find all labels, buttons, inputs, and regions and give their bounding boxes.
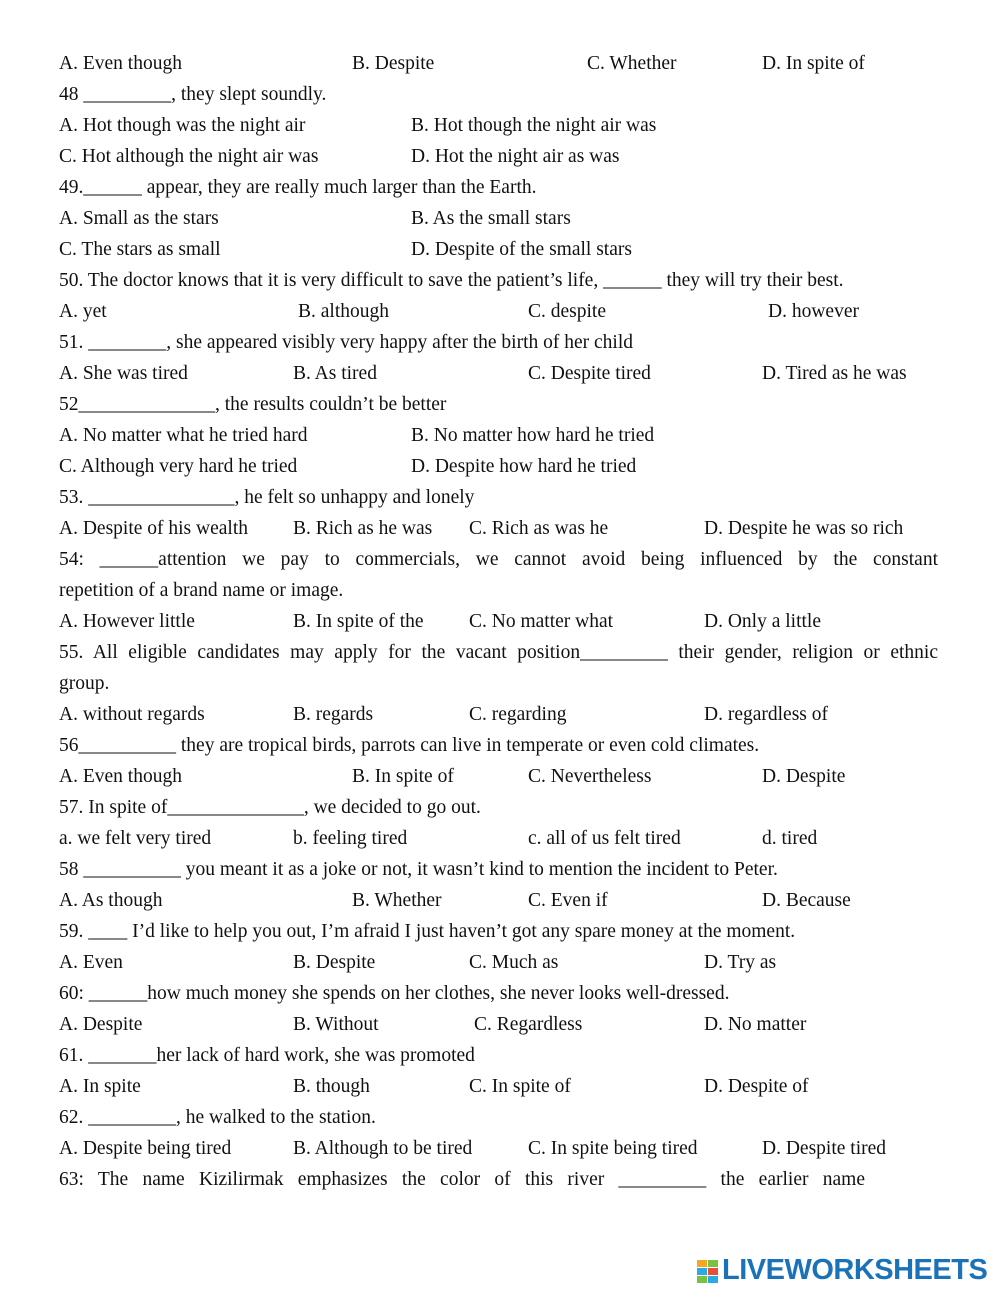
question-55-stem-line1: 55. All eligible candidates may apply for the vacant position_________ their gender, religion or ethnic	[59, 642, 938, 663]
option-c: C. regarding	[469, 704, 567, 725]
question-58-stem: 58 __________ you meant it as a joke or not, it wasn’t kind to mention the incident to Peter.	[59, 859, 778, 880]
question-54-stem-line1: 54: ______attention we pay to commercials, we cannot avoid being influenced by the constant	[59, 549, 938, 570]
option-b: B. Without	[293, 1014, 379, 1035]
liveworksheets-blocks-icon	[697, 1260, 719, 1284]
option-d: D. Despite how hard he tried	[411, 456, 637, 477]
option-a: A. Despite of his wealth	[59, 518, 249, 539]
option-b: B. As the small stars	[411, 208, 571, 229]
option-d: D. Only a little	[704, 611, 821, 632]
option-b: B. Rich as he was	[293, 518, 433, 539]
option-a: a. we felt very tired	[59, 828, 212, 849]
option-d: D. Tired as he was	[762, 363, 907, 384]
option-a: A. As though	[59, 890, 163, 911]
option-b: B. Hot though the night air was	[411, 115, 657, 136]
option-c: C. Regardless	[474, 1014, 583, 1035]
option-d: D. Despite he was so rich	[704, 518, 904, 539]
option-d: D. Despite tired	[762, 1138, 887, 1159]
question-62-stem: 62. _________, he walked to the station.	[59, 1107, 376, 1128]
option-a: A. Despite being tired	[59, 1138, 232, 1159]
question-52-stem: 52______________, the results couldn’t be better	[59, 394, 447, 415]
option-d: D. regardless of	[704, 704, 828, 725]
option-a: A. In spite	[59, 1076, 141, 1097]
option-c: C. Whether	[587, 53, 677, 74]
option-c: C. The stars as small	[59, 239, 221, 260]
option-c: C. Despite tired	[528, 363, 651, 384]
question-63-stem-line1: 63: The name Kizilirmak emphasizes the color of this river _________ the earlier name	[59, 1169, 865, 1190]
option-a: A. Despite	[59, 1014, 143, 1035]
option-a: A. Small as the stars	[59, 208, 219, 229]
option-d: D. No matter	[704, 1014, 807, 1035]
option-b: B. Whether	[352, 890, 442, 911]
option-c: C. despite	[528, 301, 606, 322]
option-c: C. Nevertheless	[528, 766, 652, 787]
question-59-stem: 59. ____ I’d like to help you out, I’m afraid I just haven’t got any spare money at the moment.	[59, 921, 796, 942]
option-c: C. Rich as was he	[469, 518, 609, 539]
option-b: B. Although to be tired	[293, 1138, 473, 1159]
option-d: D. Try as	[704, 952, 777, 973]
question-51-stem: 51. ________, she appeared visibly very happy after the birth of her child	[59, 332, 634, 353]
option-c: C. Although very hard he tried	[59, 456, 298, 477]
option-a: A. Even though	[59, 53, 182, 74]
question-49-stem: 49.______ appear, they are really much larger than the Earth.	[59, 177, 537, 198]
question-54-stem-line2: repetition of a brand name or image.	[59, 580, 344, 601]
option-a: A. without regards	[59, 704, 205, 725]
option-c: C. Much as	[469, 952, 559, 973]
question-48-stem: 48 _________, they slept soundly.	[59, 84, 327, 105]
option-b: B. Despite	[352, 53, 435, 74]
option-b: B. In spite of the	[293, 611, 424, 632]
option-c: C. Hot although the night air was	[59, 146, 319, 167]
option-d: D. Despite of the small stars	[411, 239, 632, 260]
option-d: D. Despite	[762, 766, 846, 787]
option-b: B. In spite of	[352, 766, 454, 787]
option-b: B. Despite	[293, 952, 376, 973]
option-c: C. In spite being tired	[528, 1138, 698, 1159]
option-a: A. However little	[59, 611, 195, 632]
option-a: A. No matter what he tried hard	[59, 425, 308, 446]
liveworksheets-logo	[697, 1253, 997, 1287]
question-55-stem-line2: group.	[59, 673, 110, 694]
question-56-stem: 56__________ they are tropical birds, parrots can live in temperate or even cold climates.	[59, 735, 760, 756]
option-b: B. although	[298, 301, 389, 322]
option-c: c. all of us felt tired	[528, 828, 681, 849]
question-57-stem: 57. In spite of______________, we decided to go out.	[59, 797, 481, 818]
option-c: C. No matter what	[469, 611, 614, 632]
option-b: B. As tired	[293, 363, 377, 384]
option-b: B. though	[293, 1076, 370, 1097]
logo-text: LIVEWORKSHEETS	[722, 1254, 988, 1286]
option-a: A. yet	[59, 301, 107, 322]
option-b: b. feeling tired	[293, 828, 408, 849]
option-c: C. In spite of	[469, 1076, 571, 1097]
question-53-stem: 53. _______________, he felt so unhappy and lonely	[59, 487, 475, 508]
option-d: d. tired	[762, 828, 818, 849]
question-60-stem: 60: ______how much money she spends on her clothes, she never looks well-dressed.	[59, 983, 730, 1004]
option-d: D. however	[768, 301, 859, 322]
option-a: A. Even though	[59, 766, 182, 787]
question-61-stem: 61. _______her lack of hard work, she was promoted	[59, 1045, 475, 1066]
option-b: B. regards	[293, 704, 374, 725]
option-a: A. Hot though was the night air	[59, 115, 306, 136]
question-50-stem: 50. The doctor knows that it is very difficult to save the patient’s life, ______ they will try their best.	[59, 270, 844, 291]
option-a: A. She was tired	[59, 363, 188, 384]
option-d: D. Despite of	[704, 1076, 809, 1097]
option-d: D. Hot the night air as was	[411, 146, 620, 167]
option-d: D. Because	[762, 890, 851, 911]
option-d: D. In spite of	[762, 53, 865, 74]
option-a: A. Even	[59, 952, 123, 973]
option-b: B. No matter how hard he tried	[411, 425, 655, 446]
option-c: C. Even if	[528, 890, 608, 911]
